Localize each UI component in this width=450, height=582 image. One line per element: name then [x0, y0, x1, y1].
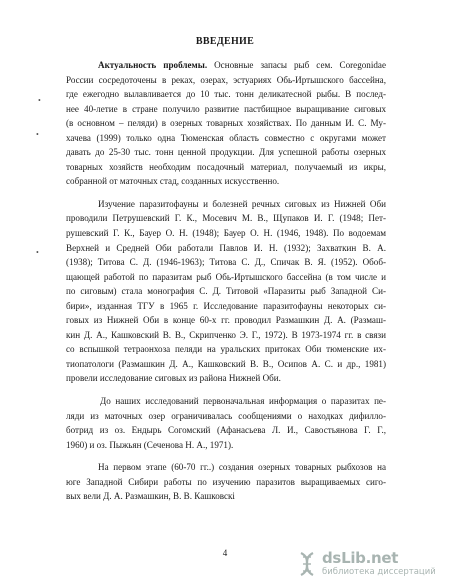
paragraph-line: проводили Петрушевский Г. К., Мосевич М. В., Щупаков И. Г. (1948; Пет-	[66, 213, 386, 224]
paragraph-line: со вспышкой тетраонхоза пеляди на уральских притоках Оби тюменские их-	[66, 344, 386, 355]
paragraph-line: Изучение паразитофауны и болезней речных сиговых из Нижней Оби	[98, 198, 386, 209]
watermark	[294, 549, 444, 579]
paragraph-line: 1960) и оз. Пыжьян (Сеченова Н. А., 1971).	[66, 439, 234, 450]
paragraph-line: Верхней и Средней Оби работали Павлов И. Н. (1932); Захваткин В. А.	[66, 242, 386, 253]
paragraph-line: тиопатологи (Размашкин Д. А., Кашковский В. В., Осипов А. С. и др., 1981)	[66, 358, 386, 369]
paragraph-gap	[66, 386, 386, 394]
paragraph-line: рушевский Г. К., Бауер О. Н. (1948); Бауер О. Н. (1946, 1948). По водоемам	[66, 228, 386, 239]
body-text	[66, 58, 386, 504]
paragraph-line: говых из Нижней Оби в конце 60-х гг. проводил Размашкин Д. А. (Размаш-	[66, 315, 386, 326]
watermark-site: dsLib.net	[322, 549, 399, 567]
paragraph-line: бири», изданная ТГУ в 1965 г. Исследование паразитофауны некоторых си-	[66, 300, 386, 311]
paragraph-line: (1938); Титова С. Д. (1946-1963); Титова С. Д., Спичак В. Я. (1952). Обоб-	[66, 257, 386, 268]
paragraph-line: вых вели Д. А. Размашкин, В. В. Кашковскі	[66, 491, 235, 502]
paragraph-line: по сиговым) стала монография С. Д. Титовой «Паразиты рыб Западной Си-	[66, 286, 386, 297]
paragraph-line: товарных хозяйств необходим посадочный материал, получаемый из икры,	[66, 161, 386, 172]
paragraph-line: На первом этапе (60-70 гг..) создания озерных товарных рыбхозов на	[98, 462, 386, 473]
paragraph-line: хачева (1999) только одна Тюменская область совместно с округами может	[66, 132, 386, 143]
paragraph-line: Актуальность проблемы. Основные запасы рыб сем. Coregonidae	[98, 60, 386, 70]
paragraph-line: ляди из маточных озер ограничивалась сообщениями о находках дифилло-	[66, 410, 386, 421]
paragraph-line: где ежегодно вылавливается до 10 тыс. тонн деликатесной рыбы. В послед-	[66, 89, 386, 100]
lead-heading: Актуальность проблемы.	[98, 60, 208, 70]
page-title: ВВЕДЕНИЕ	[195, 36, 255, 47]
page-number: 4	[222, 548, 228, 558]
paragraph-line: щающей работой по паразитам рыб Обь-Иртышского бассейна (в том числе и	[66, 271, 386, 282]
margin-mark: •	[36, 130, 39, 139]
paragraph-gap	[66, 452, 386, 460]
margin-mark: •	[38, 96, 41, 105]
paragraph-line: России сосредоточены в реках, озерах, эстуариях Обь-Иртышского бассейна,	[66, 74, 386, 85]
paragraph-gap	[66, 189, 386, 197]
paragraph-line: кин Д. А., Кашковский В. В., Скрипченко Э. Г., 1972). В 1973-1974 гг. в связи	[66, 329, 386, 340]
paragraph-line: ботрид из оз. Ендырь Согомский (Афанасьева Л. И., Савостьянова Г. Г.,	[66, 425, 386, 436]
dna-helix-icon	[294, 551, 320, 577]
paragraph-line: провели исследование сиговых из района Нижней Оби.	[66, 373, 281, 384]
paragraph-line: нее 40-летие в стране получило развитие пастбищное выращивание сиговых	[66, 103, 386, 114]
paragraph-line: (в основном – пеляди) в озерных товарных хозяйствах. По данным И. С. Му-	[66, 118, 386, 129]
margin-mark: •	[36, 248, 39, 257]
paragraph-line: давать до 25-30 тыс. тонн ценной продукции. Для успешной работы озерных	[66, 147, 386, 158]
watermark-subtitle: библиотека диссертаций	[322, 567, 436, 577]
paragraph-line: До наших исследований первоначальная информация о паразитах пе-	[100, 396, 386, 407]
paragraph-line: юге Западной Сибири работы по изучению паразитов выращиваемых сиго-	[66, 476, 386, 487]
paragraph-line: собранной от маточных стад, созданных искусственно.	[66, 176, 280, 187]
